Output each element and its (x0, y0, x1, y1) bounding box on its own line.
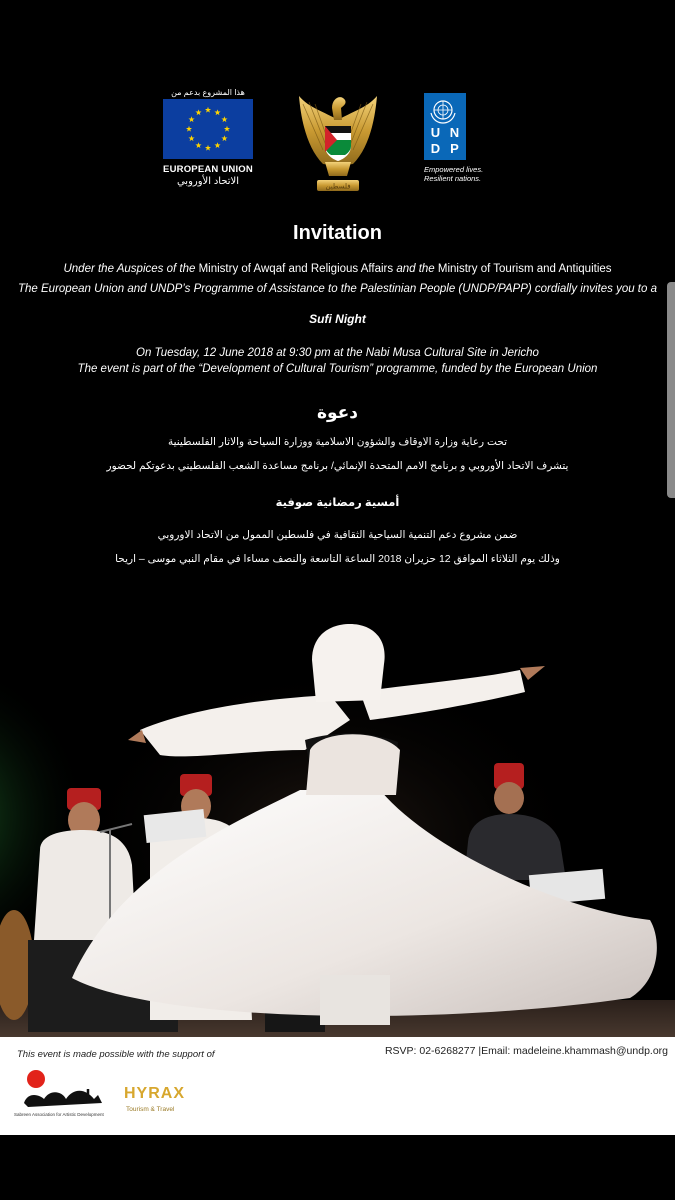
sabreen-name: Sabreen Association for Artistic Development (14, 1112, 104, 1117)
undp-tagline-line-1: Empowered lives. (424, 165, 484, 174)
hyrax-name: HYRAX (124, 1085, 186, 1102)
auspices-line (0, 259, 675, 279)
eu-funding-caption: هذا المشروع بدعم من (171, 88, 245, 97)
undp-letter: U (430, 125, 441, 140)
auspices-line-arabic: تحت رعاية وزارة الاوقاف والشؤون الاسلامية ووزارة السياحة والاثار الفلسطينية (167, 436, 508, 448)
undp-letter: N (449, 125, 460, 140)
invitation-title: Invitation (293, 222, 382, 244)
palestine-eagle-emblem (295, 90, 381, 196)
event-name-arabic: أمسية رمضانية صوفية (275, 497, 400, 509)
undp-tagline (424, 165, 494, 183)
eu-star-icon (189, 116, 195, 122)
emblem-banner-text: فلسطين (325, 182, 351, 191)
undp-tagline-line-2: Resilient nations. (424, 174, 482, 183)
programme-text: The event is part of the “Development of Cultural Tourism” programme, funded by the European Union (77, 363, 598, 375)
eu-name-english: EUROPEAN UNION (163, 164, 253, 175)
date-venue-line-arabic: وذلك يوم الثلاثاء الموافق 12 حزيران 2018 الساعة التاسعة والنصف مساءا في مقام النبي موسى – اريحا (115, 553, 560, 565)
ministry-tourism: Ministry of Tourism and Antiquities (437, 263, 612, 275)
invitation-title-arabic: دعوة (316, 403, 359, 422)
hyrax-subtitle: Tourism & Travel (126, 1106, 175, 1113)
eu-name-arabic: الاتحاد الأوروبي (176, 176, 240, 187)
eu-star-icon (214, 109, 220, 115)
eu-star-icon (186, 126, 192, 132)
un-globe-icon (426, 95, 460, 125)
support-note: This event is made possible with the support of (17, 1049, 215, 1060)
undp-badge (424, 93, 466, 160)
eu-star-icon (205, 107, 211, 113)
scrollbar[interactable] (667, 282, 675, 498)
eu-star-icon (221, 116, 227, 122)
host-line (0, 279, 675, 299)
hyrax-logo (124, 1085, 220, 1125)
eu-flag-icon (163, 99, 253, 159)
auspices-joiner: and the (393, 263, 438, 275)
event-name: Sufi Night (309, 312, 366, 326)
eu-logo (161, 88, 255, 187)
eu-star-icon (189, 135, 195, 141)
date-venue-text: On Tuesday, 12 June 2018 at 9:30 pm at the Nabi Musa Cultural Site in Jericho (136, 347, 539, 359)
programme-line-arabic: ضمن مشروع دعم التنمية السياحية الثقافية في فلسطين الممول من الاتحاد الاوروبي (157, 529, 518, 541)
undp-letter: P (450, 141, 459, 156)
eu-star-icon (214, 142, 220, 148)
auspices-prefix: Under the Auspices of the (63, 263, 199, 275)
eu-star-icon (224, 126, 230, 132)
host-text: The European Union and UNDP’s Programme of Assistance to the Palestinian People (UNDP/PAPP) cordially invites you to a (18, 283, 657, 295)
eu-star-icon (205, 145, 211, 151)
eu-star-icon (221, 135, 227, 141)
host-line-arabic: يتشرف الاتحاد الأوروبي و برنامج الامم المتحدة الإنمائي/ برنامج مساعدة الشعب الفلسطيني بدعوتكم لحضور (106, 460, 569, 472)
footer (0, 1037, 675, 1135)
undp-letter: D (430, 141, 441, 156)
programme-line (0, 359, 675, 379)
undp-logo (424, 93, 494, 183)
rsvp-contact: RSVP: 02-6268277 |Email: madeleine.khammash@undp.org (384, 1045, 668, 1057)
eu-star-icon (195, 109, 201, 115)
eu-star-icon (195, 142, 201, 148)
ministry-awqaf: Ministry of Awqaf and Religious Affairs (198, 263, 394, 275)
whirling-dervish-photo (0, 580, 675, 1040)
